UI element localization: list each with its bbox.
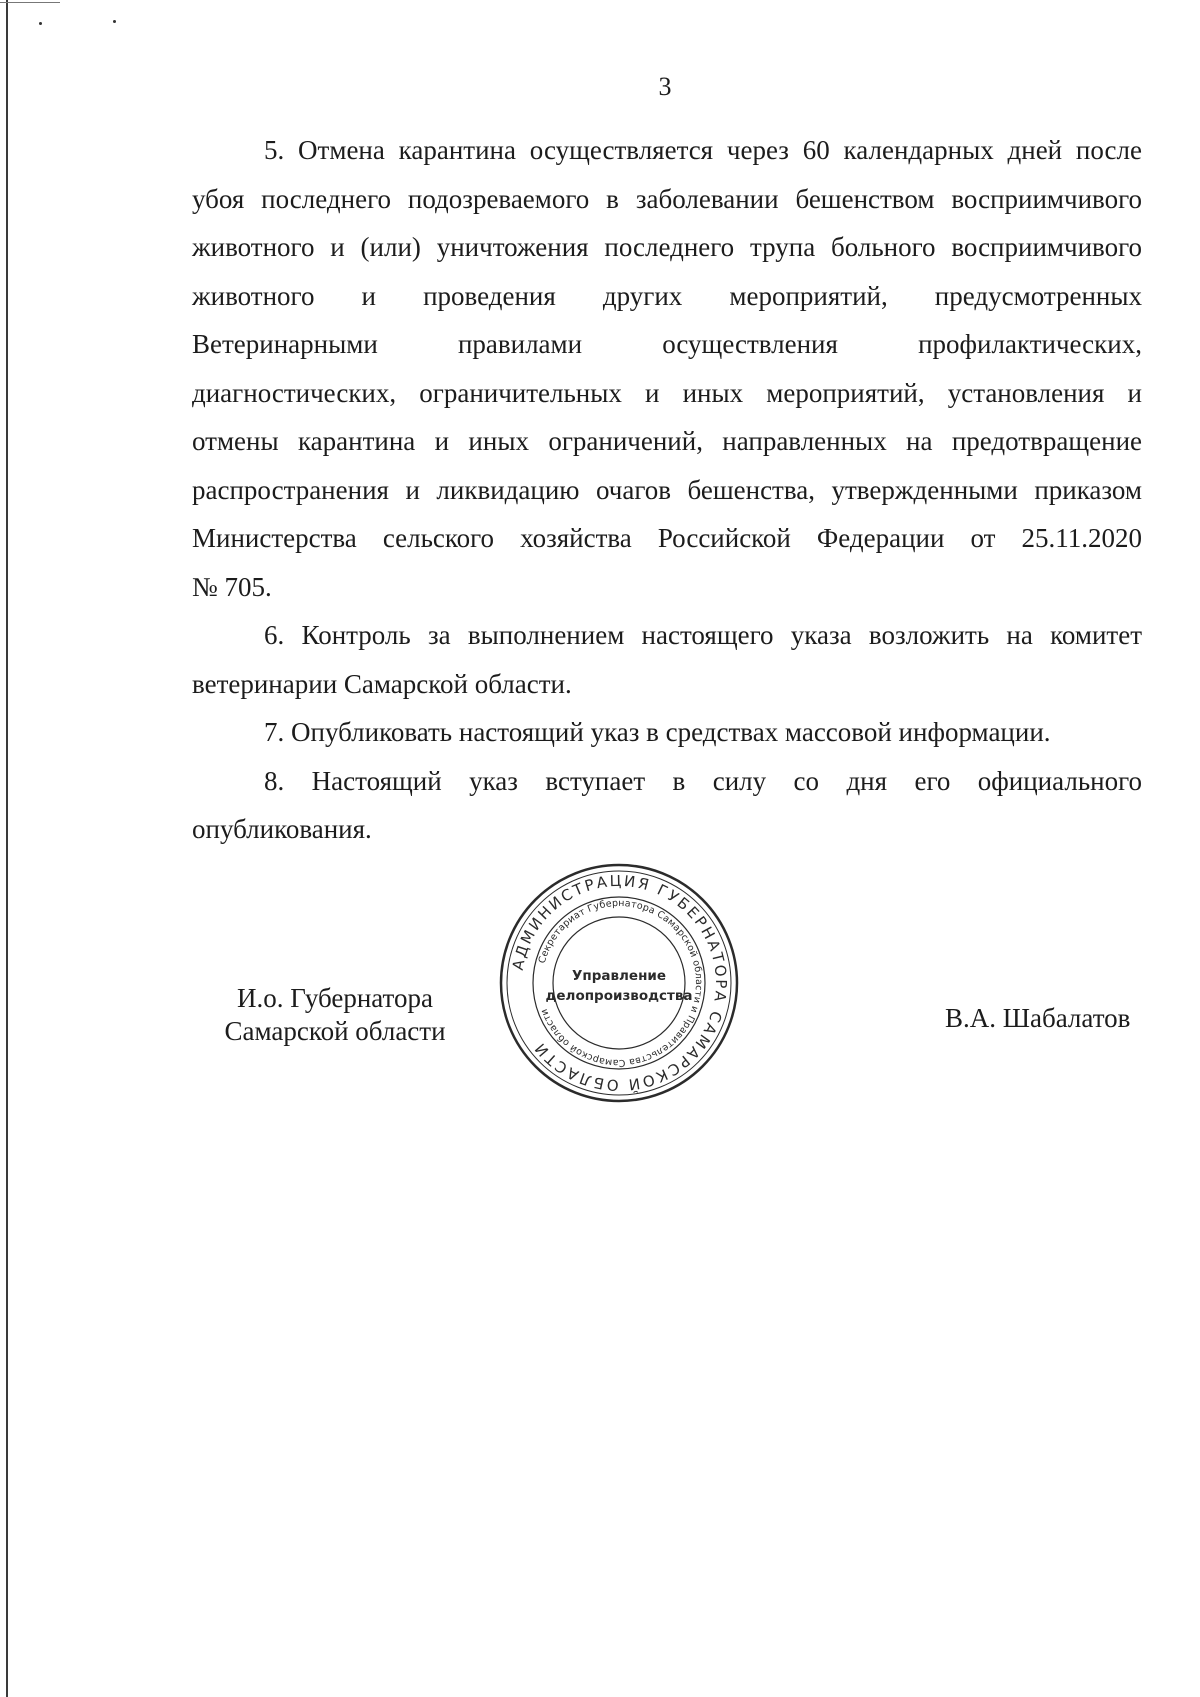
signatory-position-line: И.о. Губернатора — [236, 983, 433, 1013]
text-line: 7. Опубликовать настоящий указ в средствах массовой информации. — [264, 717, 1051, 747]
scan-speck — [39, 22, 42, 25]
scan-speck — [113, 20, 116, 23]
stamp-center-line: делопроизводства — [545, 988, 693, 1004]
text-line: № 705. — [192, 571, 272, 602]
signatory-position — [205, 982, 465, 1048]
text-line: убоя последнего подозреваемого в заболевании бешенством восприимчивого — [192, 183, 1142, 214]
text-line: 8. Настоящий указ вступает в силу со дня его официального — [264, 765, 1142, 796]
paragraph-5 — [192, 126, 1142, 611]
text-line: распространения и ликвидацию очагов бешенства, утвержденными приказом — [192, 474, 1142, 505]
text-line: Ветеринарными правилами осуществления профилактических, — [192, 329, 1142, 359]
text-line: 5. Отмена карантина осуществляется через 60 календарных дней после — [264, 135, 1142, 165]
text-line: животного и (или) уничтожения последнего трупа больного восприимчивого — [192, 232, 1142, 262]
text-line: ветеринарии Самарской области. — [192, 668, 572, 699]
paragraph-7 — [192, 708, 1142, 757]
scan-top-edge — [0, 2, 60, 3]
text-line: диагностических, ограничительных и иных мероприятий, установления и — [192, 377, 1142, 408]
official-stamp — [498, 862, 740, 1104]
signatory-position-line: Самарской области — [224, 1016, 446, 1046]
text-line: 6. Контроль за выполнением настоящего указа возложить на комитет — [264, 620, 1142, 650]
text-line: отмены карантина и иных ограничений, направленных на предотвращение — [192, 426, 1142, 456]
document-body — [192, 126, 1142, 854]
stamp-center-line: Управление — [571, 968, 667, 984]
paragraph-8 — [192, 757, 1142, 854]
scan-left-edge — [6, 0, 8, 1697]
text-line: животного и проведения других мероприятий, предусмотренных — [192, 280, 1142, 311]
paragraph-6 — [192, 611, 1142, 708]
page-number: 3 — [658, 72, 672, 101]
stamp-outer-text: АДМИНИСТРАЦИЯ ГУБЕРНАТОРА САМАРСКОЙ ОБЛАСТИ — [508, 871, 731, 1095]
text-line: опубликования. — [192, 814, 372, 844]
stamp-inner-text: Секретариат Губернатора Самарской области и Правительства Самарской области — [536, 897, 705, 1069]
signatory-name: В.А. Шабалатов — [945, 1003, 1131, 1033]
text-line: Министерства сельского хозяйства Российской Федерации от 25.11.2020 — [192, 523, 1142, 553]
